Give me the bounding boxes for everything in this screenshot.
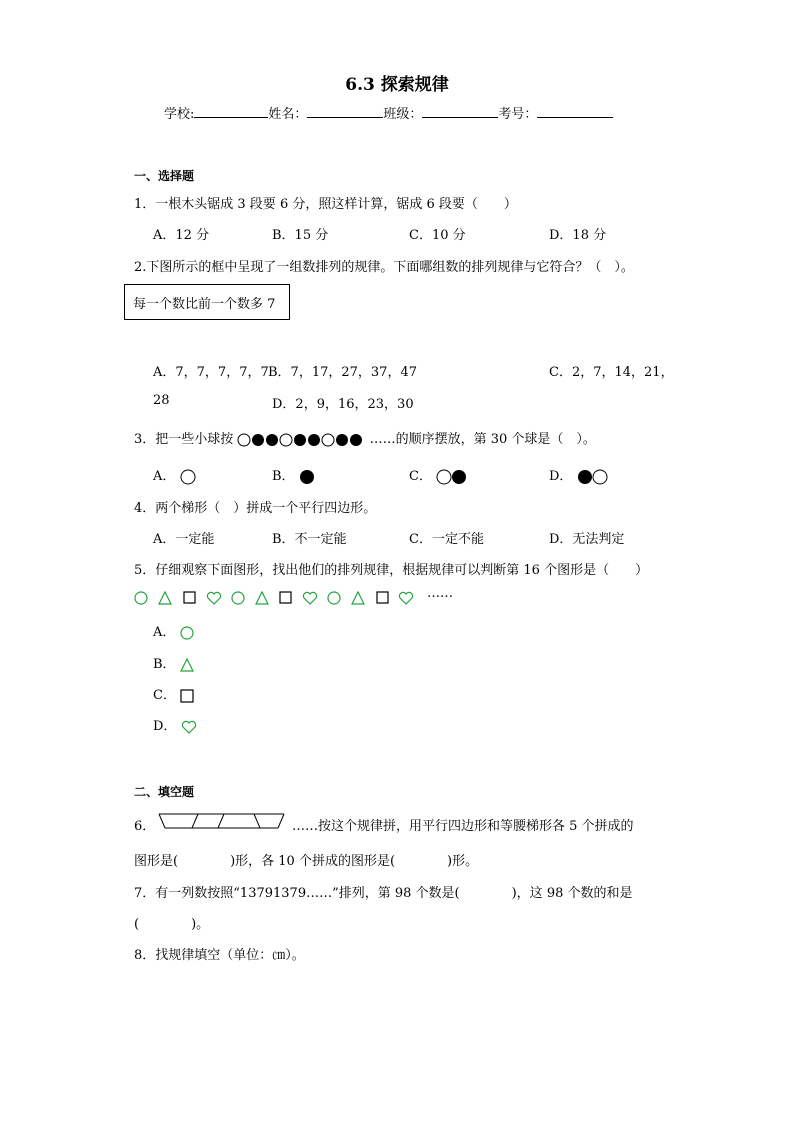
question-1-option-b[interactable]: B．15 分 xyxy=(272,228,329,243)
question-5-stem: 5．仔细观察下面图形，找出他们的排列规律，根据规律可以判断第 16 个图形是（ ） xyxy=(134,563,649,578)
option-d-label: D． xyxy=(549,469,573,484)
question-3-prefix: 3．把一些小球按 xyxy=(134,432,234,447)
class-blank[interactable] xyxy=(422,105,498,118)
question-2-option-b[interactable]: B．7，17，27，37，47 xyxy=(268,365,417,380)
question-4-option-a[interactable]: A．一定能 xyxy=(153,532,215,547)
option-c-label: C． xyxy=(409,469,432,484)
question-3-option-a[interactable] xyxy=(153,465,196,485)
shape-sequence xyxy=(134,590,434,610)
ball-sequence-icon xyxy=(237,432,365,448)
shape-sequence-icon xyxy=(134,590,434,606)
question-3-option-b[interactable] xyxy=(272,465,315,485)
question-3-option-c[interactable] xyxy=(409,465,468,485)
question-7-line-1: 7．有一列数按照“13791379……”排列，第 98 个数是( )，这 98 个数的和是 xyxy=(134,886,633,901)
question-6-number: 6． xyxy=(134,819,156,834)
question-2-option-d[interactable]: D．2，9，16，23，30 xyxy=(272,397,414,412)
section-choice-heading: 一、选择题 xyxy=(134,169,195,183)
question-1-option-d[interactable]: D．18 分 xyxy=(549,228,607,243)
section-fill-heading: 二、填空题 xyxy=(134,785,195,799)
question-4-option-d[interactable]: D．无法判定 xyxy=(549,532,625,547)
shape-sequence-dots: …… xyxy=(427,586,453,601)
square-icon xyxy=(180,689,194,703)
option-c-label: C． xyxy=(153,688,176,703)
question-2-option-c[interactable]: C．2，7，14，21， xyxy=(549,365,674,380)
question-3-option-d[interactable] xyxy=(549,465,609,485)
name-blank[interactable] xyxy=(307,105,383,118)
question-5-option-b[interactable] xyxy=(153,653,194,672)
white-ball-icon xyxy=(180,469,196,485)
question-5-option-c[interactable] xyxy=(153,684,194,703)
trapezoid-parallelogram-pattern-icon xyxy=(158,813,286,829)
question-6-line-2: 图形是( )形，各 10 个拼成的图形是( )形。 xyxy=(134,854,479,869)
exam-no-blank[interactable] xyxy=(537,105,613,118)
black-ball-icon xyxy=(299,469,315,485)
question-2-option-c-continued: 28 xyxy=(153,393,170,408)
school-blank[interactable] xyxy=(194,105,268,118)
heart-icon xyxy=(181,720,197,734)
rule-box xyxy=(124,284,290,320)
question-7-line-2: ( )。 xyxy=(134,917,210,932)
option-a-label: A． xyxy=(153,469,176,484)
option-b-label: B． xyxy=(153,657,176,672)
option-a-label: A． xyxy=(153,625,176,640)
triangle-icon xyxy=(180,658,194,672)
question-1-option-a[interactable]: A．12 分 xyxy=(153,228,210,243)
info-line xyxy=(164,103,613,122)
rule-box-text: 每一个数比前一个数多 7 xyxy=(133,297,276,312)
question-8-stem: 8．找规律填空（单位：㎝）。 xyxy=(134,948,305,963)
question-1-stem: 1．一根木头锯成 3 段要 6 分，照这样计算，锯成 6 段要（ ） xyxy=(134,197,517,212)
tiling-pattern xyxy=(158,813,286,833)
question-6-text: ……按这个规律拼，用平行四边形和等腰梯形各 5 个拼成的 xyxy=(292,819,634,834)
question-2-option-a[interactable]: A．7，7，7，7，7 xyxy=(153,365,269,380)
white-black-balls-icon xyxy=(436,469,468,485)
exam-no-label: 考号： xyxy=(498,107,538,122)
question-5-option-d[interactable] xyxy=(153,715,197,734)
option-b-label: B． xyxy=(272,469,295,484)
question-5-option-a[interactable] xyxy=(153,621,194,640)
question-1-option-c[interactable]: C．10 分 xyxy=(409,228,466,243)
question-2-stem: 2.下图所示的框中呈现了一组数排列的规律。下面哪组数的排列规律与它符合？（ ）。 xyxy=(134,260,634,275)
option-d-label: D． xyxy=(153,719,177,734)
question-3-suffix: ……的顺序摆放，第 30 个球是（ ）。 xyxy=(369,432,596,447)
question-4-option-c[interactable]: C．一定不能 xyxy=(409,532,484,547)
class-label: 班级： xyxy=(383,107,423,122)
black-white-balls-icon xyxy=(577,469,609,485)
question-4-option-b[interactable]: B．不一定能 xyxy=(272,532,347,547)
name-label: 姓名： xyxy=(268,107,308,122)
circle-icon xyxy=(180,626,194,640)
question-3-stem xyxy=(134,428,596,448)
page-title: 6.3 探索规律 xyxy=(345,75,449,95)
school-label: 学校: xyxy=(164,107,195,122)
question-4-stem: 4．两个梯形（ ）拼成一个平行四边形。 xyxy=(134,501,377,516)
